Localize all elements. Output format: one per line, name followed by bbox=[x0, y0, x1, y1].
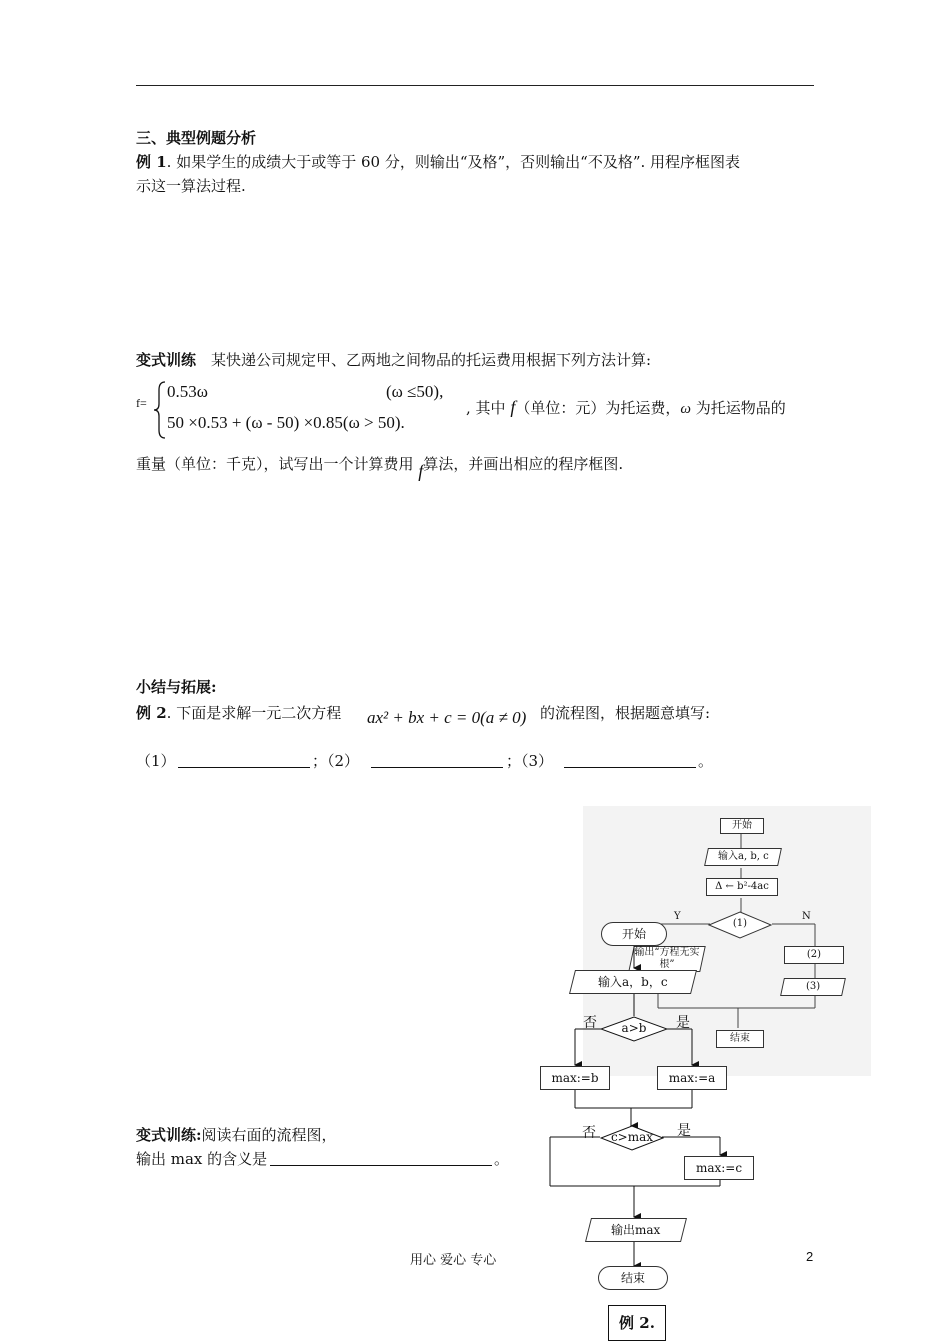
quadratic-equation: ax² + bx + c = 0(a ≠ 0) bbox=[367, 708, 527, 727]
fc2-yes2: 是 bbox=[677, 1123, 691, 1139]
variant2-line2: 输出 max 的含义是 bbox=[136, 1150, 268, 1168]
case1-expr: 0.53ω bbox=[167, 382, 208, 401]
example2-text-b: 的流程图，根据题意填写: bbox=[540, 704, 711, 722]
blank-label-3: ；（3） bbox=[506, 752, 554, 770]
f-symbol-2: f bbox=[418, 461, 424, 481]
example1-label: 例 1 bbox=[136, 153, 167, 171]
page-number: 2 bbox=[806, 1249, 814, 1264]
fc2-no2: 否 bbox=[582, 1125, 596, 1141]
fc2-cond2: c>max bbox=[610, 1130, 654, 1144]
weight-text: 为托运物品的 bbox=[695, 399, 786, 417]
scan-box2: (2) bbox=[784, 946, 844, 964]
f-equals: f= bbox=[136, 396, 147, 410]
scan-no: N bbox=[802, 911, 811, 922]
variant2-label: 变式训练: bbox=[136, 1126, 202, 1144]
blank-end: 。 bbox=[698, 752, 714, 770]
fc2-output-text: 输出max bbox=[611, 1223, 661, 1237]
scan-input bbox=[704, 848, 782, 866]
scan-start: 开始 bbox=[720, 818, 764, 834]
variant1-line2 bbox=[466, 396, 786, 420]
case2-expr: 50 ×0.53 + (ω - 50) ×0.85(ω > 50). bbox=[167, 413, 405, 432]
line3-a: 重量（单位：千克），试写出一个计算费用 bbox=[136, 455, 414, 473]
example2-label: 例 2 bbox=[136, 704, 167, 722]
example2-line1 bbox=[136, 702, 341, 724]
variant2-blank-line[interactable] bbox=[270, 1165, 492, 1166]
unit-text: （单位：元）为托运费， bbox=[515, 399, 681, 417]
variant1-text: 某快递公司规定甲、乙两地之间物品的托运费用根据下列方法计算: bbox=[196, 351, 652, 369]
scan-end: 结束 bbox=[716, 1030, 764, 1048]
line3-b: 算法，并画出相应的程序框图. bbox=[423, 455, 624, 473]
header-rule bbox=[136, 85, 814, 86]
example2-text-a: . 下面是求解一元二次方程 bbox=[166, 704, 342, 722]
scan-decision-label: (1) bbox=[732, 918, 748, 929]
blank-line-2[interactable] bbox=[371, 767, 503, 768]
blank-label-1: （1） bbox=[136, 752, 176, 770]
scan-input-text: 输入a, b, c bbox=[717, 851, 769, 862]
scan-box3-text: (3) bbox=[805, 981, 821, 992]
fc2-assign-b: max:=b bbox=[540, 1066, 610, 1090]
omega-symbol: ω bbox=[680, 401, 691, 417]
example1-text: . 如果学生的成绩大于或等于 60 分，则输出“及格”，否则输出“不及格”. 用程序框图表 bbox=[166, 153, 741, 171]
fc2-yes1: 是 bbox=[676, 1015, 690, 1031]
variant2-text: 阅读右面的流程图， bbox=[201, 1126, 337, 1144]
example1-line1 bbox=[136, 151, 740, 173]
fc2-cond1: a>b bbox=[621, 1021, 647, 1035]
section-title: 三、典型例题分析 bbox=[136, 129, 257, 147]
fc2-input bbox=[569, 970, 697, 994]
piecewise-brace bbox=[152, 380, 168, 440]
variant1-line3 bbox=[136, 452, 624, 481]
summary-title: 小结与拓展: bbox=[136, 678, 217, 696]
fc2-no1: 否 bbox=[583, 1015, 597, 1031]
scan-delta: Δ ← b²-4ac bbox=[706, 878, 778, 896]
fc2-start: 开始 bbox=[601, 922, 667, 946]
blank-label-2: ；（2） bbox=[312, 752, 360, 770]
case1-cond: (ω ≤50), bbox=[386, 382, 444, 401]
example-box: 例 2. bbox=[608, 1305, 666, 1341]
variant1-label: 变式训练 bbox=[136, 351, 197, 369]
variant1-line1 bbox=[136, 349, 651, 371]
scan-yes: Y bbox=[674, 911, 681, 922]
scan-box3 bbox=[780, 978, 846, 996]
blank-line-1[interactable] bbox=[178, 767, 310, 768]
variant2-line1 bbox=[136, 1124, 337, 1146]
f-symbol: f bbox=[510, 397, 516, 417]
variant2-end: 。 bbox=[494, 1150, 510, 1168]
fc2-assign-a: max:=a bbox=[657, 1066, 727, 1090]
after-formula: , 其中 bbox=[466, 399, 506, 417]
fc2-assign-c: max:=c bbox=[684, 1156, 754, 1180]
footer-center: 用心 爱心 专心 bbox=[410, 1253, 497, 1268]
fc2-end: 结束 bbox=[598, 1266, 668, 1290]
scan-output-text: 输出“方程无实根” bbox=[634, 947, 700, 970]
fc2-input-text: 输入a，b，c bbox=[598, 975, 668, 989]
example1-line2: 示这一算法过程. bbox=[136, 177, 246, 195]
blank-line-3[interactable] bbox=[564, 767, 696, 768]
fc2-output bbox=[585, 1218, 687, 1242]
